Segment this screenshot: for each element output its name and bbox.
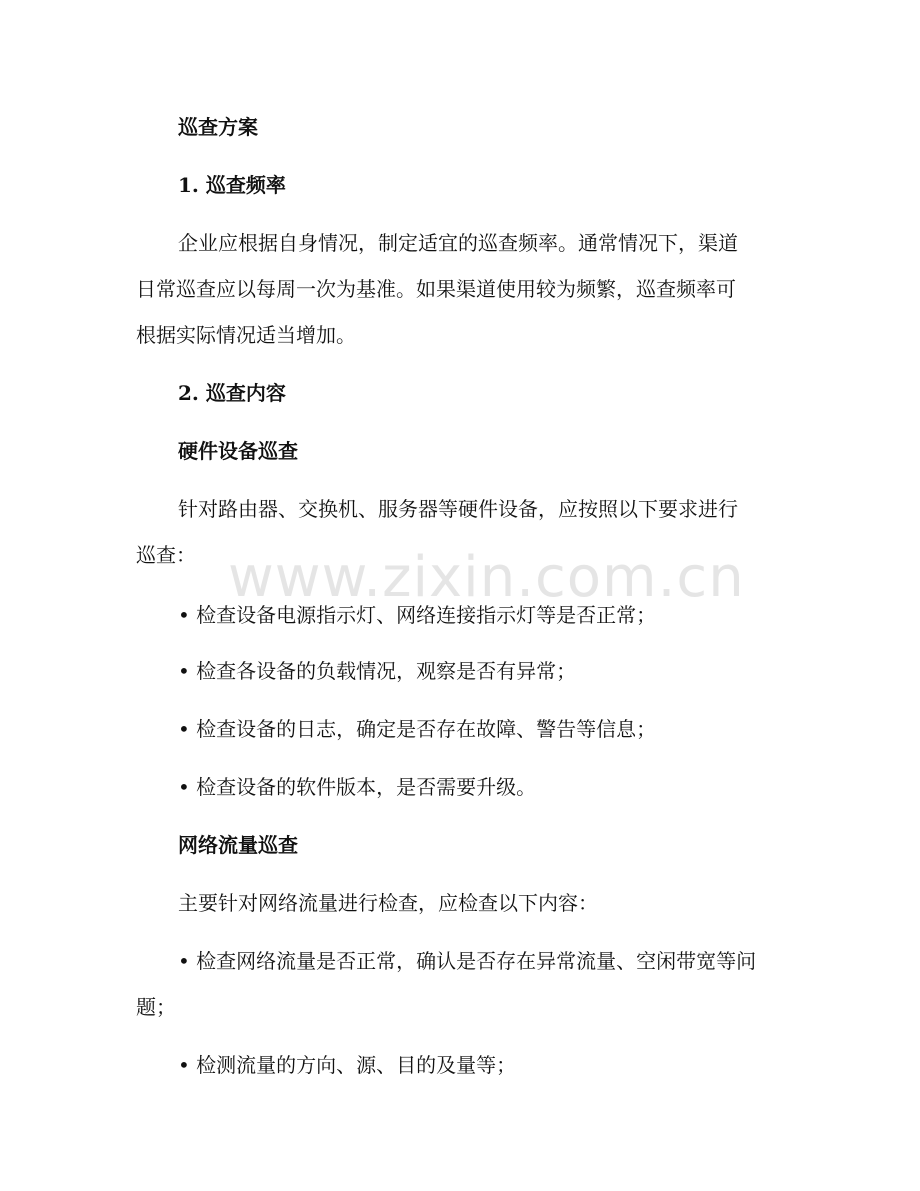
paragraph-line: 主要针对网络流量进行检查，应检查以下内容：: [178, 891, 598, 915]
section-heading-content: 2. 巡查内容: [178, 381, 286, 405]
list-item: • 检查各设备的负载情况，观察是否有异常；: [178, 659, 577, 683]
list-item-continuation: 题；: [136, 995, 176, 1019]
document-title: 巡查方案: [178, 115, 258, 139]
subheading-network: 网络流量巡查: [178, 833, 298, 857]
paragraph-line: 巡查：: [136, 543, 196, 567]
list-item: • 检查设备的软件版本，是否需要升级。: [178, 775, 537, 799]
subheading-hardware: 硬件设备巡查: [178, 439, 298, 463]
section-heading-frequency: 1. 巡查频率: [178, 173, 286, 197]
paragraph-line: 针对路由器、交换机、服务器等硬件设备，应按照以下要求进行: [178, 497, 738, 521]
list-item: • 检查设备电源指示灯、网络连接指示灯等是否正常；: [178, 603, 657, 627]
watermark: www.zixin.com.cn: [228, 545, 745, 610]
paragraph-line: 根据实际情况适当增加。: [136, 323, 356, 347]
list-item: • 检查设备的日志，确定是否存在故障、警告等信息；: [178, 717, 657, 741]
list-item: • 检测流量的方向、源、目的及量等；: [178, 1053, 517, 1077]
list-item: • 检查网络流量是否正常，确认是否存在异常流量、空闲带宽等问: [178, 949, 757, 973]
paragraph-line: 企业应根据自身情况，制定适宜的巡查频率。通常情况下，渠道: [178, 231, 738, 255]
paragraph-line: 日常巡查应以每周一次为基准。如果渠道使用较为频繁，巡查频率可: [136, 277, 736, 301]
